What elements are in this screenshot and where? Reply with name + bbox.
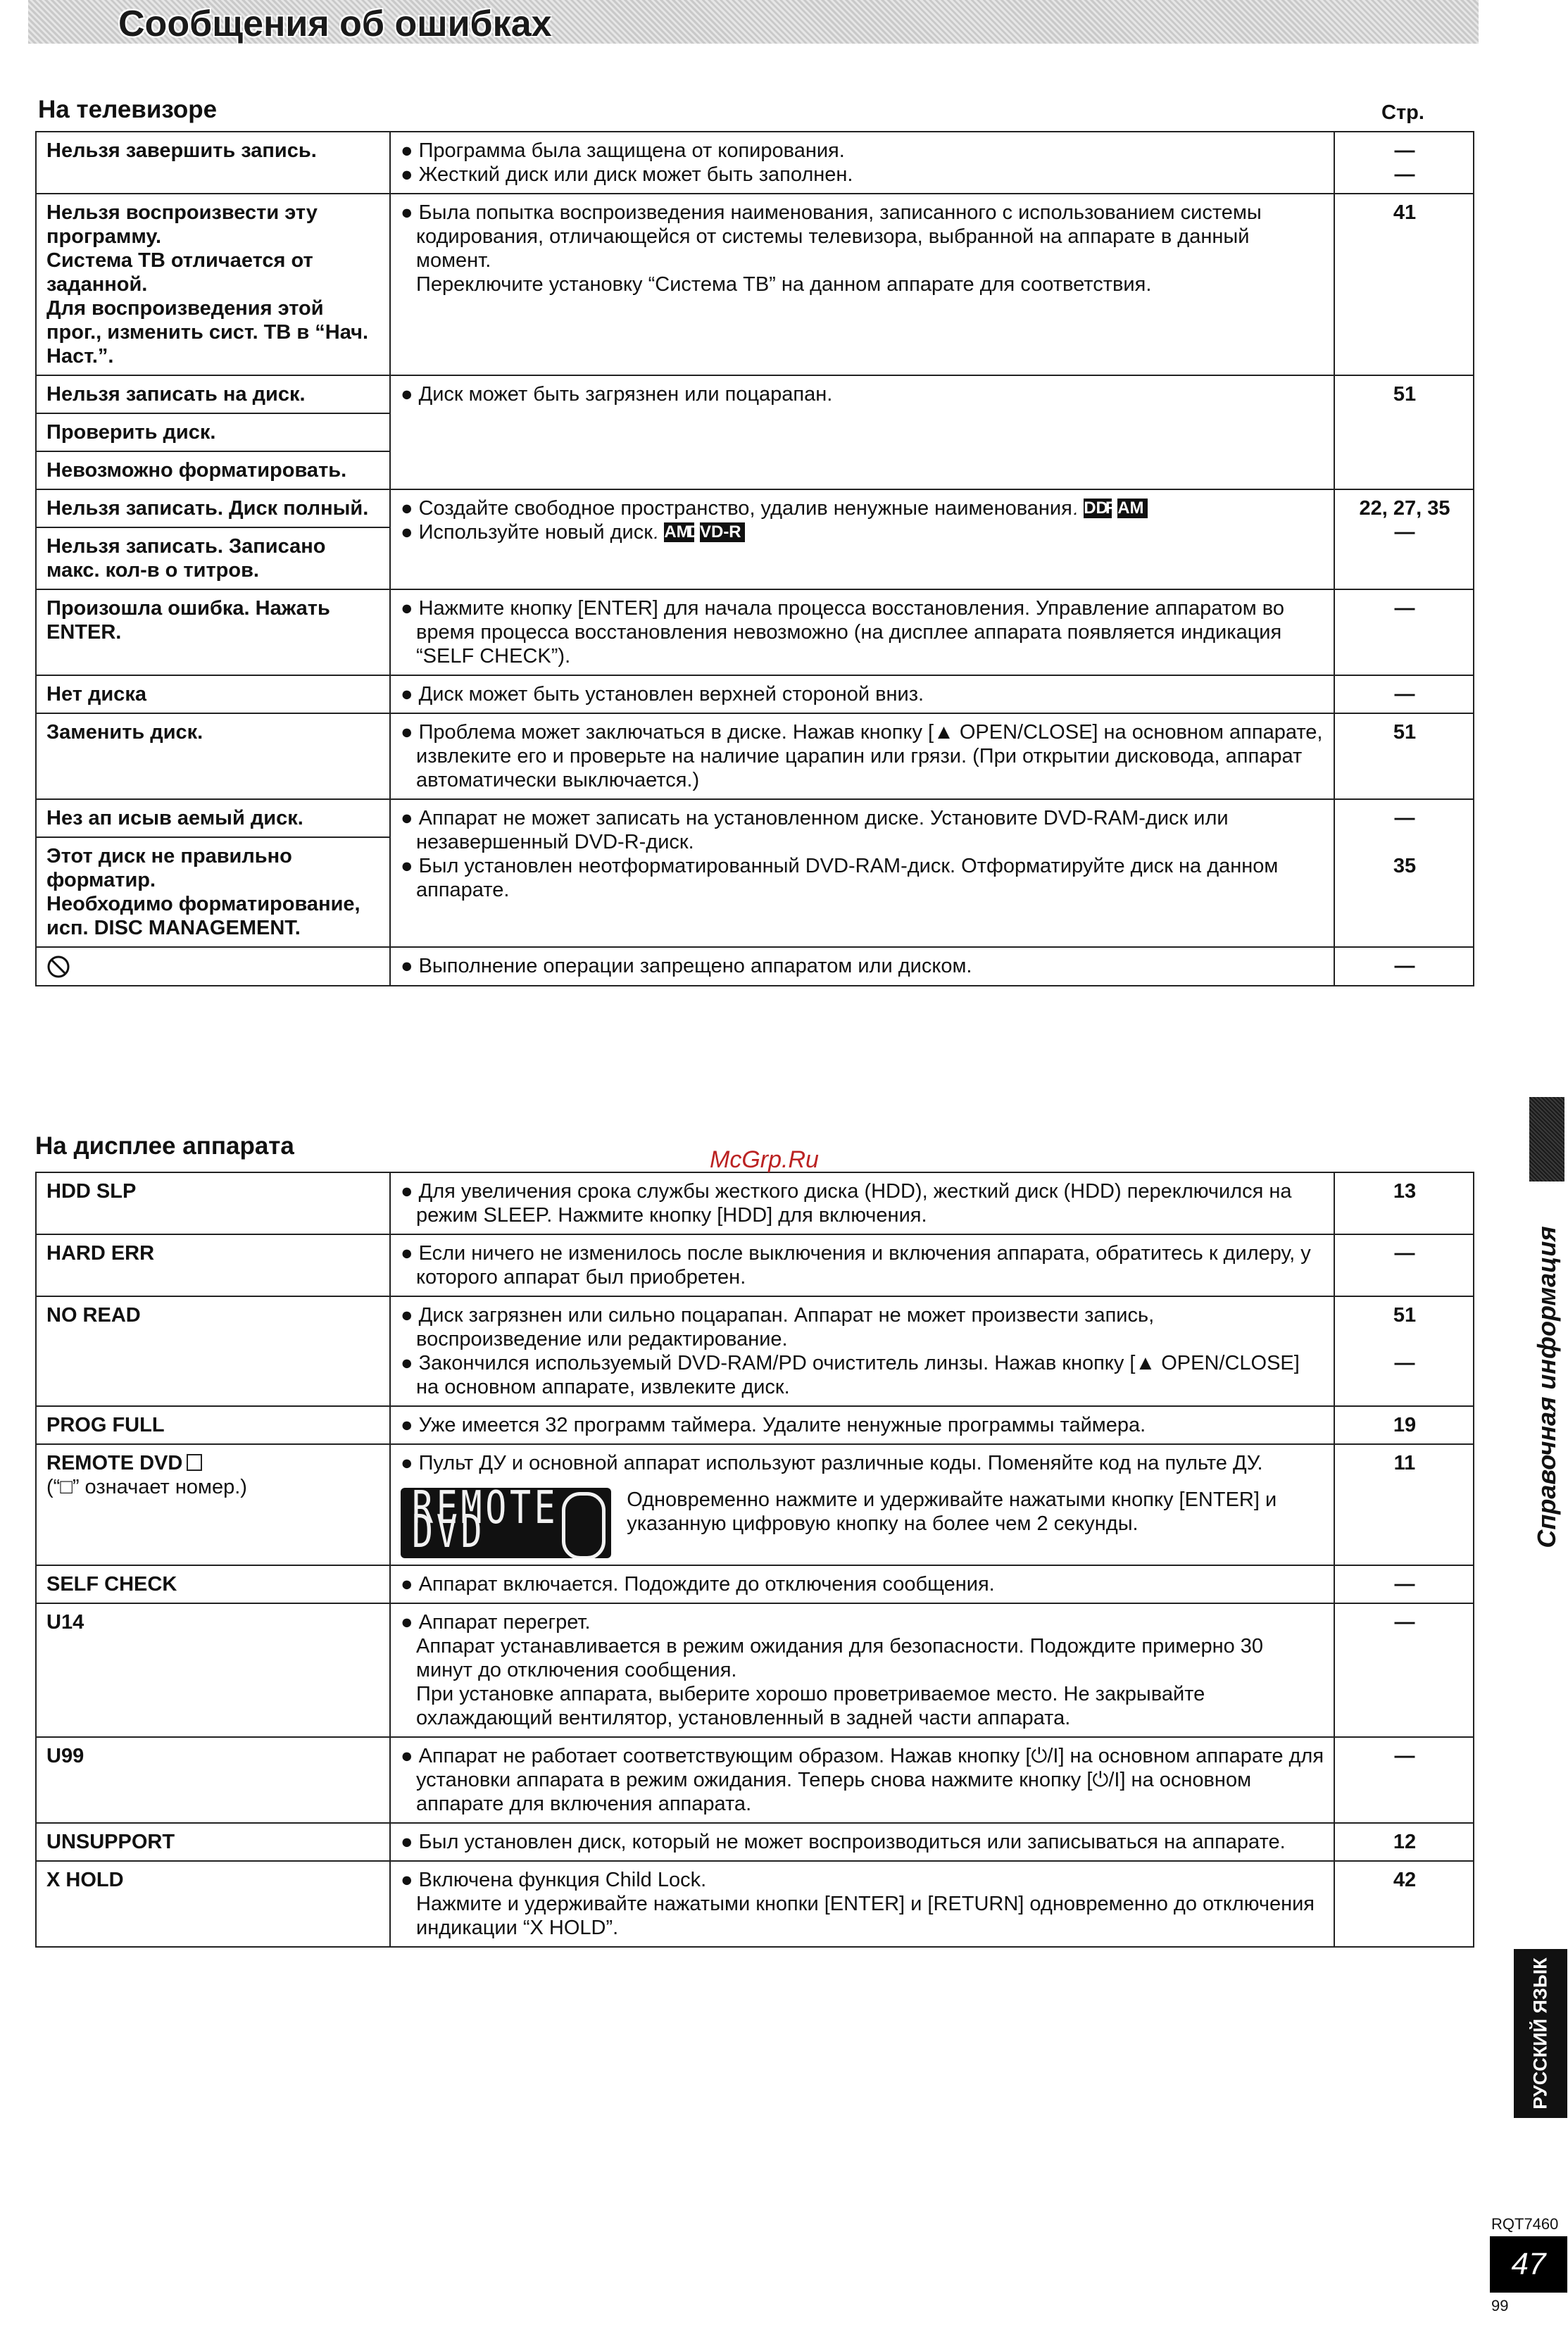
message-line: Произошла ошибка. Нажать ENTER. xyxy=(46,597,330,644)
description-text: Переключите установку “Система ТВ” на данном аппарате для соответствия. xyxy=(416,273,1152,296)
side-tab-marker xyxy=(1529,1097,1564,1182)
message-description xyxy=(390,1603,1334,1737)
message-code xyxy=(36,1296,390,1406)
description-text: Жесткий диск или диск может быть заполнен. xyxy=(418,163,853,186)
message-description xyxy=(390,489,1334,589)
message-code xyxy=(36,1603,390,1737)
description-text: При установке аппарата, выберите хорошо проветриваемое место. Не закрывайте охлаждающий вентилятор, установленный в задней части аппарата. xyxy=(416,1683,1205,1729)
tv-messages-table xyxy=(35,131,1474,986)
description-text: Создайте свободное пространство, удалив ненужные наименования. xyxy=(418,497,1078,520)
message-line: Для воспроизведения этой прог., изменить сист. ТВ в “Нач. Наст.”. xyxy=(46,297,369,368)
page-reference xyxy=(1334,1861,1474,1947)
media-tag: HDD xyxy=(1084,499,1112,518)
page-number-ref: 35 xyxy=(1393,855,1417,877)
message-code xyxy=(36,1444,390,1565)
message-line: U14 xyxy=(46,1611,84,1634)
message-line: Нельзя воспроизвести эту программу. xyxy=(46,201,318,248)
lcd-caption: Одновременно нажмите и удерживайте нажатыми кнопку [ENTER] и указанную цифровую кнопку на более чем 2 секунды. xyxy=(627,1489,1277,1535)
page-number-ref: — xyxy=(1394,807,1415,829)
sub-page-number: 99 xyxy=(1491,2297,1509,2314)
bullet-item: ● Нажмите кнопку [ENTER] для начала процесса восстановления. Управление аппаратом во время процесса восстановления невозможно (на дисплее аппарата появляется индикация “SELF CHECK”). xyxy=(401,597,1285,668)
message-description xyxy=(390,194,1334,375)
bullet-item: ● Был установлен диск, который не может воспроизводиться или записываться на аппарате. xyxy=(401,1831,1286,1853)
description-text: Диск может быть загрязнен или поцарапан. xyxy=(418,383,833,406)
table-row xyxy=(36,1737,1474,1823)
media-tag: DVD-R xyxy=(700,522,745,542)
lcd-text: REMOTE DVD xyxy=(412,1488,559,1558)
description-text: Уже имеется 32 программ таймера. Удалите ненужные программы таймера. xyxy=(418,1414,1146,1436)
page-number-ref: — xyxy=(1394,139,1415,162)
table-row xyxy=(36,375,1474,413)
description-text: Проблема может заключаться в диске. Нажав кнопку [▲ OPEN/CLOSE] на основном аппарате, извлеките его и проверьте на наличие царапин или грязи. (При открытии дисковода, аппарат автоматически выключается.) xyxy=(416,721,1323,791)
table-row xyxy=(36,947,1474,986)
page-number-ref: 41 xyxy=(1393,201,1417,224)
message-code xyxy=(36,799,390,837)
message-line: Необходимо форматирование, исп. DISC MANAGEMENT. xyxy=(46,893,360,939)
description-text: Программа была защищена от копирования. xyxy=(418,139,845,162)
description-text: Выполнение операции запрещено аппаратом или диском. xyxy=(418,955,972,977)
message-line: Нельзя записать на диск. xyxy=(46,383,306,406)
message-code xyxy=(36,489,390,527)
message-description xyxy=(390,375,1334,489)
page-reference xyxy=(1334,1823,1474,1861)
page-reference xyxy=(1334,1406,1474,1444)
message-description xyxy=(390,675,1334,713)
bullet-item: ● Диск может быть установлен верхней стороной вниз. xyxy=(401,683,924,706)
bullet-item: ● Используйте новый диск.RAMDVD-R xyxy=(401,520,1325,544)
description-text: Был установлен диск, который не может воспроизводиться или записываться на аппарате. xyxy=(418,1831,1286,1853)
table-row xyxy=(36,1861,1474,1947)
message-line: U99 xyxy=(46,1745,84,1767)
message-code xyxy=(36,194,390,375)
message-line: Нез ап исыв аемый диск. xyxy=(46,807,303,829)
page-number: 47 xyxy=(1490,2236,1567,2293)
message-code xyxy=(36,837,390,947)
bullet-item: ● Выполнение операции запрещено аппаратом или диском. xyxy=(401,955,972,977)
description-text: Нажмите кнопку [ENTER] для начала процесса восстановления. Управление аппаратом во время процесса восстановления невозможно (на дисплее аппарата появляется индикация “SELF CHECK”). xyxy=(416,597,1285,668)
message-code xyxy=(36,1234,390,1296)
bullet-item: ● Жесткий диск или диск может быть заполнен. xyxy=(401,163,853,186)
message-code xyxy=(36,413,390,451)
page-number-ref: — xyxy=(1394,521,1415,544)
table-row xyxy=(36,1444,1474,1565)
message-description xyxy=(390,1406,1334,1444)
message-description xyxy=(390,1444,1334,1565)
page-reference xyxy=(1334,799,1474,947)
page-number-ref xyxy=(1345,830,1464,854)
text-item xyxy=(401,1892,1325,1940)
watermark: McGrp.Ru xyxy=(710,1146,819,1173)
media-tag: RAM xyxy=(664,522,694,542)
page-number-ref: 12 xyxy=(1393,1831,1417,1853)
message-code xyxy=(36,947,390,986)
message-description xyxy=(390,1861,1334,1947)
page-number-ref: 11 xyxy=(1393,1452,1416,1474)
page-title: Сообщения об ошибках xyxy=(118,4,552,44)
message-code xyxy=(36,1172,390,1234)
message-line: Заменить диск. xyxy=(46,721,203,744)
message-description xyxy=(390,799,1334,947)
prohibited-icon xyxy=(46,955,70,977)
message-description xyxy=(390,132,1334,194)
table-row xyxy=(36,194,1474,375)
message-code xyxy=(36,1565,390,1603)
page-reference xyxy=(1334,1234,1474,1296)
bullet-item: ● Для увеличения срока службы жесткого диска (HDD), жесткий диск (HDD) переключился на режим SLEEP. Нажмите кнопку [HDD] для включения. xyxy=(401,1180,1292,1227)
digit-placeholder-icon xyxy=(187,1454,202,1471)
description-text: Аппарат устанавливается в режим ожидания для безопасности. Подождите примерно 30 минут до отключения сообщения. xyxy=(416,1635,1264,1681)
page-reference xyxy=(1334,713,1474,799)
page-reference xyxy=(1334,589,1474,675)
message-description xyxy=(390,1823,1334,1861)
bullet-item: ● Уже имеется 32 программ таймера. Удалите ненужные программы таймера. xyxy=(401,1414,1146,1436)
page-number-ref: — xyxy=(1394,597,1415,620)
table-row xyxy=(36,1406,1474,1444)
page-number-ref: — xyxy=(1394,163,1415,186)
description-text: Аппарат не может записать на установленном диске. Установите DVD-RAM-диск или незавершенный DVD-R-диск. xyxy=(416,807,1229,853)
bullet-item: ● Программа была защищена от копирования. xyxy=(401,139,845,162)
message-code xyxy=(36,713,390,799)
message-description xyxy=(390,1296,1334,1406)
message-line: PROG FULL xyxy=(46,1414,165,1436)
table-row xyxy=(36,589,1474,675)
lcd-digit-icon xyxy=(562,1492,606,1558)
page-number-ref: — xyxy=(1394,1573,1415,1596)
message-line: Система ТВ отличается от заданной. xyxy=(46,249,313,296)
page-number-ref: 51 xyxy=(1393,721,1417,744)
table-row xyxy=(36,1296,1474,1406)
message-line: HARD ERR xyxy=(46,1242,155,1265)
bullet-item: ● Создайте свободное пространство, удалив ненужные наименования.HDDRAM xyxy=(401,496,1325,520)
table-row xyxy=(36,1565,1474,1603)
bullet-item: ● Пульт ДУ и основной аппарат используют различные коды. Поменяйте код на пульте ДУ. xyxy=(401,1452,1263,1474)
message-code xyxy=(36,132,390,194)
table-row xyxy=(36,675,1474,713)
message-code xyxy=(36,675,390,713)
page-reference xyxy=(1334,1565,1474,1603)
message-code xyxy=(36,451,390,489)
page-number-ref: 51 xyxy=(1393,1304,1417,1327)
message-description xyxy=(390,1172,1334,1234)
message-code xyxy=(36,589,390,675)
message-code xyxy=(36,527,390,589)
message-line: Этот диск не правильно форматир. xyxy=(46,845,292,891)
bullet-item: ● Был установлен неотформатированный DVD-RAM-диск. Отформатируйте диск на данном аппарате. xyxy=(401,855,1279,901)
message-line: X HOLD xyxy=(46,1869,124,1891)
table-row xyxy=(36,489,1474,527)
message-description xyxy=(390,713,1334,799)
description-text: Диск может быть установлен верхней стороной вниз. xyxy=(418,683,924,706)
message-code xyxy=(36,1861,390,1947)
description-text: Аппарат перегрет. xyxy=(418,1611,591,1634)
section-title-tv: На телевизоре xyxy=(38,96,218,123)
lcd-illustration xyxy=(401,1488,1325,1558)
bullet-item: ● Включена функция Child Lock. xyxy=(401,1869,707,1891)
message-code xyxy=(36,1737,390,1823)
description-text: Используйте новый диск. xyxy=(418,521,658,544)
page-number-ref: — xyxy=(1394,1611,1415,1634)
description-text: Включена функция Child Lock. xyxy=(418,1869,707,1891)
table-row xyxy=(36,1823,1474,1861)
page-reference xyxy=(1334,194,1474,375)
message-code xyxy=(36,1406,390,1444)
description-text: Была попытка воспроизведения наименования, записанного с использованием системы кодирования, отличающейся от системы телевизора, выбранной на аппарате в данный момент. xyxy=(416,201,1262,272)
description-text: Закончился используемый DVD-RAM/PD очиститель линзы. Нажав кнопку [▲ OPEN/CLOSE] на основном аппарате, извлеките диск. xyxy=(416,1352,1300,1398)
bullet-item: ● Аппарат включается. Подождите до отключения сообщения. xyxy=(401,1573,995,1596)
description-text: Пульт ДУ и основной аппарат используют различные коды. Поменяйте код на пульте ДУ. xyxy=(418,1452,1263,1474)
message-description xyxy=(390,1565,1334,1603)
bullet-item: ● Диск может быть загрязнен или поцарапан. xyxy=(401,383,833,406)
bullet-item: ● Диск загрязнен или сильно поцарапан. Аппарат не может произвести запись, воспроизведение или редактирование. xyxy=(401,1304,1155,1350)
description-text: Аппарат включается. Подождите до отключения сообщения. xyxy=(418,1573,995,1596)
message-description xyxy=(390,1737,1334,1823)
message-line: Невозможно форматировать. xyxy=(46,459,347,482)
page-number-ref xyxy=(1345,1327,1464,1351)
page-reference xyxy=(1334,375,1474,489)
message-line: SELF CHECK xyxy=(46,1573,177,1596)
page-number-ref: 42 xyxy=(1393,1869,1417,1891)
page-reference xyxy=(1334,675,1474,713)
page-number-ref: — xyxy=(1394,955,1415,977)
section-title-unit: На дисплее аппарата xyxy=(35,1132,294,1160)
page-number-ref: — xyxy=(1394,1745,1415,1767)
page-reference xyxy=(1334,1296,1474,1406)
text-item xyxy=(401,1634,1325,1682)
doc-code: RQT7460 xyxy=(1491,2215,1559,2233)
page-reference xyxy=(1334,947,1474,986)
message-line: NO READ xyxy=(46,1304,141,1327)
page-number-ref: — xyxy=(1394,1352,1415,1374)
message-code xyxy=(36,375,390,413)
description-text: Нажмите и удерживайте нажатыми кнопки [ENTER] и [RETURN] одновременно до отключения индикации “X HOLD”. xyxy=(416,1893,1315,1939)
bullet-item: ● Если ничего не изменилось после выключения и включения аппарата, обратитесь к дилеру, у которого аппарат был приобретен. xyxy=(401,1242,1311,1289)
message-description xyxy=(390,947,1334,986)
bullet-item: ● Была попытка воспроизведения наименования, записанного с использованием системы кодирования, отличающейся от системы телевизора, выбранной на аппарате в данный момент. xyxy=(401,201,1262,272)
page-number-ref: 19 xyxy=(1393,1414,1417,1436)
message-line: Нет диска xyxy=(46,683,146,706)
page-number-ref: — xyxy=(1394,1242,1415,1265)
table-row xyxy=(36,1172,1474,1234)
bullet-item: ● Аппарат перегрет. xyxy=(401,1611,591,1634)
description-text: Если ничего не изменилось после выключения и включения аппарата, обратитесь к дилеру, у которого аппарат был приобретен. xyxy=(416,1242,1311,1289)
page-reference xyxy=(1334,1603,1474,1737)
language-tab: РУССКИЙ ЯЗЫК xyxy=(1514,1949,1567,2118)
page-number-ref: — xyxy=(1394,683,1415,706)
message-line: Нельзя записать. Записано макс. кол-в о титров. xyxy=(46,535,326,582)
message-line: Нельзя записать. Диск полный. xyxy=(46,497,369,520)
message-line: REMOTE DVD xyxy=(46,1451,381,1475)
page-reference xyxy=(1334,489,1474,589)
message-line: HDD SLP xyxy=(46,1180,137,1203)
page-reference xyxy=(1334,132,1474,194)
message-note: (“□” означает номер.) xyxy=(46,1476,247,1498)
message-description xyxy=(390,1234,1334,1296)
bullet-item: ● Проблема может заключаться в диске. Нажав кнопку [▲ OPEN/CLOSE] на основном аппарате, извлеките его и проверьте на наличие царапин или грязи. (При открытии дисковода, аппарат автоматически выключается.) xyxy=(401,721,1323,791)
media-tag: RAM xyxy=(1117,499,1148,518)
table-row xyxy=(36,132,1474,194)
bullet-item: ● Аппарат не может записать на установленном диске. Установите DVD-RAM-диск или незавершенный DVD-R-диск. xyxy=(401,807,1229,853)
bullet-item: ● Аппарат не работает соответствующим образом. Нажав кнопку [⏻/I] на основном аппарате для установки аппарата в режим ожидания. Теперь снова нажмите кнопку [⏻/I] на основном аппарате для включения аппарата. xyxy=(401,1745,1324,1815)
page-number-ref: 22, 27, 35 xyxy=(1359,497,1450,520)
description-text: Диск загрязнен или сильно поцарапан. Аппарат не может произвести запись, воспроизведение или редактирование. xyxy=(416,1304,1155,1350)
table-row xyxy=(36,1234,1474,1296)
bullet-item: ● Закончился используемый DVD-RAM/PD очиститель линзы. Нажав кнопку [▲ OPEN/CLOSE] на основном аппарате, извлеките диск. xyxy=(401,1352,1300,1398)
description-text: Аппарат не работает соответствующим образом. Нажав кнопку [⏻/I] на основном аппарате для установки аппарата в режим ожидания. Теперь снова нажмите кнопку [⏻/I] на основном аппарате для включения аппарата. xyxy=(416,1745,1324,1815)
text-item xyxy=(401,272,1325,296)
message-code xyxy=(36,1823,390,1861)
page-reference xyxy=(1334,1444,1474,1565)
message-line: Проверить диск. xyxy=(46,421,216,444)
message-line: UNSUPPORT xyxy=(46,1831,175,1853)
lcd-display xyxy=(401,1488,611,1558)
message-description xyxy=(390,589,1334,675)
table-row xyxy=(36,799,1474,837)
page-reference xyxy=(1334,1172,1474,1234)
page-column-header: Стр. xyxy=(1381,101,1424,124)
message-line: Нельзя завершить запись. xyxy=(46,139,317,162)
page-reference xyxy=(1334,1737,1474,1823)
page-number-ref: 13 xyxy=(1393,1180,1417,1203)
table-row xyxy=(36,713,1474,799)
text-item xyxy=(401,1682,1325,1730)
page-number-ref: 51 xyxy=(1393,383,1417,406)
unit-messages-table xyxy=(35,1172,1474,1948)
side-label: Справочная информация xyxy=(1532,1226,1561,1548)
description-text: Был установлен неотформатированный DVD-RAM-диск. Отформатируйте диск на данном аппарате. xyxy=(416,855,1279,901)
description-text: Для увеличения срока службы жесткого диска (HDD), жесткий диск (HDD) переключился на режим SLEEP. Нажмите кнопку [HDD] для включения. xyxy=(416,1180,1292,1227)
table-row xyxy=(36,1603,1474,1737)
